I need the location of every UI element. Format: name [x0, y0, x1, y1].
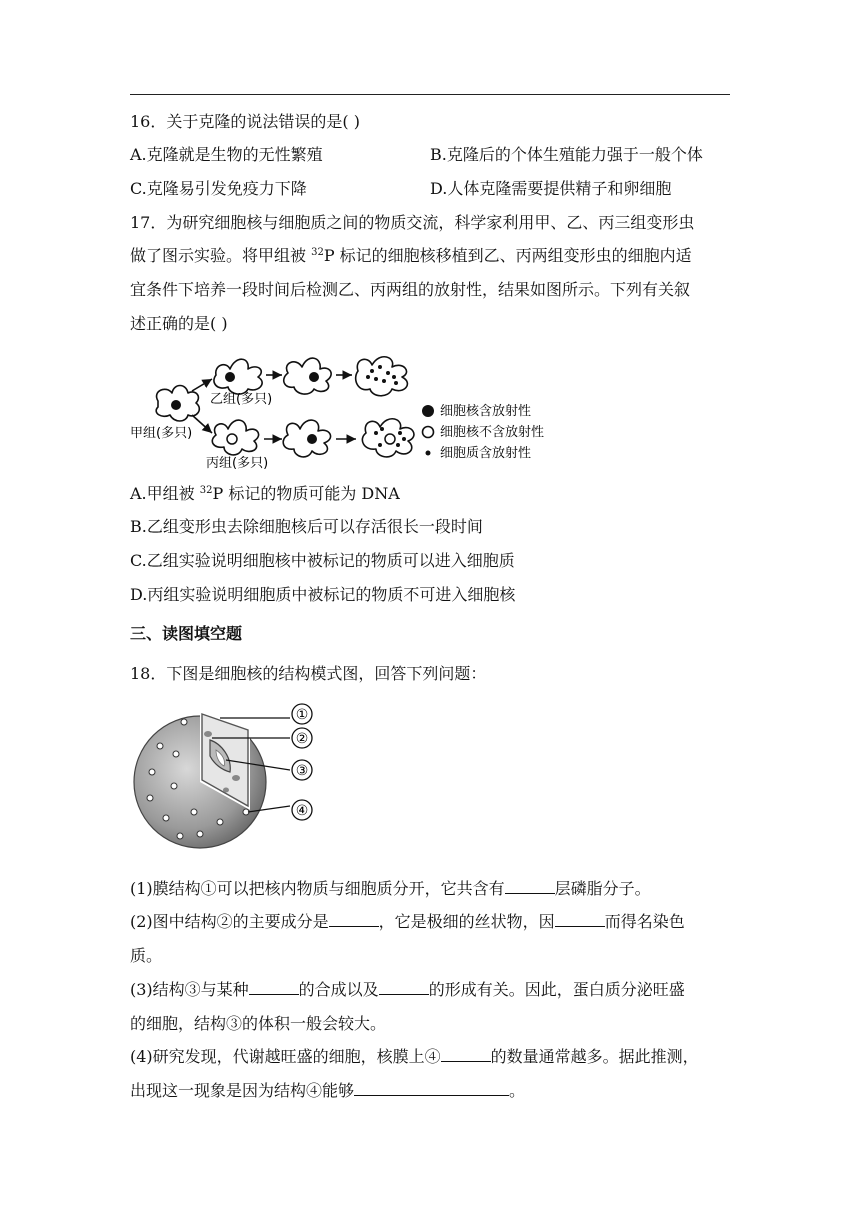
- cytoplasm-dots: [366, 365, 406, 447]
- legend-filled: 细胞核含放射性: [440, 404, 532, 419]
- legend-dot: 细胞质含放射性: [440, 446, 532, 461]
- nucleus-bing-2: [307, 434, 317, 444]
- q16-stem: 16．关于克隆的说法错误的是( ): [130, 112, 360, 131]
- amoeba-bing-2: [283, 420, 330, 457]
- q16-option-c: C.克隆易引发免疫力下降: [130, 179, 307, 198]
- q17-option-d: D.丙组实验说明细胞质中被标记的物质不可进入细胞核: [130, 585, 516, 604]
- nucleus-yi-2: [309, 372, 319, 382]
- q17-stem-line4: 述正确的是( ): [130, 314, 228, 333]
- label-jia: 甲组(多只): [130, 426, 193, 441]
- isotope-superscript: 32: [199, 485, 213, 496]
- answer-blank[interactable]: [555, 911, 605, 927]
- q18-part2-cont: 质。: [130, 946, 163, 965]
- q16-option-b: B.克隆后的个体生殖能力强于一般个体: [430, 145, 703, 164]
- answer-blank[interactable]: [505, 878, 555, 894]
- q18-stem: 18．下图是细胞核的结构模式图，回答下列问题：: [130, 664, 487, 683]
- nucleus-structure-figure: [130, 700, 330, 864]
- label-2: ②: [295, 731, 309, 747]
- q17-stem-line1: 17．为研究细胞核与细胞质之间的物质交流，科学家利用甲、乙、丙三组变形虫: [130, 213, 695, 232]
- header-rule: [130, 94, 730, 95]
- label-4: ④: [295, 803, 309, 819]
- q17-stem-line2: 做了图示实验。将甲组被 $^{32}$P 标记的细胞核移植到乙、丙两组变形虫的细胞内适: [130, 246, 692, 265]
- nucleus-yi-1: [225, 372, 235, 382]
- amoeba-experiment-figure: [130, 343, 580, 477]
- answer-blank[interactable]: [379, 979, 429, 995]
- label-1: ①: [295, 707, 309, 723]
- label-3: ③: [295, 763, 309, 779]
- legend-hollow-icon: [423, 427, 434, 438]
- q18-part3: (3)结构③与某种 的合成以及 的形成有关。因此，蛋白质分泌旺盛: [130, 980, 685, 999]
- label-bing: 丙组(多只): [206, 456, 269, 471]
- label-yi: 乙组(多只): [210, 392, 273, 407]
- q17-option-b: B.乙组变形虫去除细胞核后可以存活很长一段时间: [130, 517, 483, 536]
- q17-option-a: A.甲组被 $^{32}$P 标记的物质可能为 DNA: [130, 484, 400, 503]
- isotope-superscript: 32: [311, 247, 324, 258]
- nucleus-jia: [171, 400, 181, 410]
- nucleus-bing-3: [385, 434, 395, 444]
- q18-part3-cont: 的细胞，结构③的体积一般会较大。: [130, 1014, 387, 1033]
- q16-option-d: D.人体克隆需要提供精子和卵细胞: [430, 179, 672, 198]
- nucleus-bing-1: [227, 434, 237, 444]
- answer-blank[interactable]: [249, 979, 299, 995]
- answer-blank[interactable]: [441, 1046, 491, 1062]
- section-title: 三、读图填空题: [130, 624, 243, 643]
- q18-part2: (2)图中结构②的主要成分是 ，它是极细的丝状物，因 而得名染色: [130, 912, 685, 931]
- q18-part1: (1)膜结构①可以把核内物质与细胞质分开，它共含有 层磷脂分子。: [130, 879, 651, 898]
- legend-dot-icon: [426, 451, 431, 456]
- q17-stem-line3: 宜条件下培养一段时间后检测乙、丙两组的放射性，结果如图所示。下列有关叙: [130, 280, 691, 299]
- amoeba-yi-2: [284, 358, 331, 394]
- amoeba-yi-1: [214, 359, 262, 394]
- legend-filled-icon: [422, 405, 434, 417]
- answer-blank[interactable]: [329, 911, 379, 927]
- q18-part4: (4)研究发现，代谢越旺盛的细胞，核膜上④ 的数量通常越多。据此推测，: [130, 1047, 699, 1066]
- amoeba-yi-3: [356, 357, 408, 396]
- q17-option-c: C.乙组实验说明细胞核中被标记的物质可以进入细胞质: [130, 551, 515, 570]
- q16-option-a: A.克隆就是生物的无性繁殖: [130, 145, 323, 164]
- legend-hollow: 细胞核不含放射性: [440, 425, 545, 440]
- q18-part4-cont: 出现这一现象是因为结构④能够 。: [130, 1081, 526, 1100]
- answer-blank[interactable]: [354, 1080, 509, 1096]
